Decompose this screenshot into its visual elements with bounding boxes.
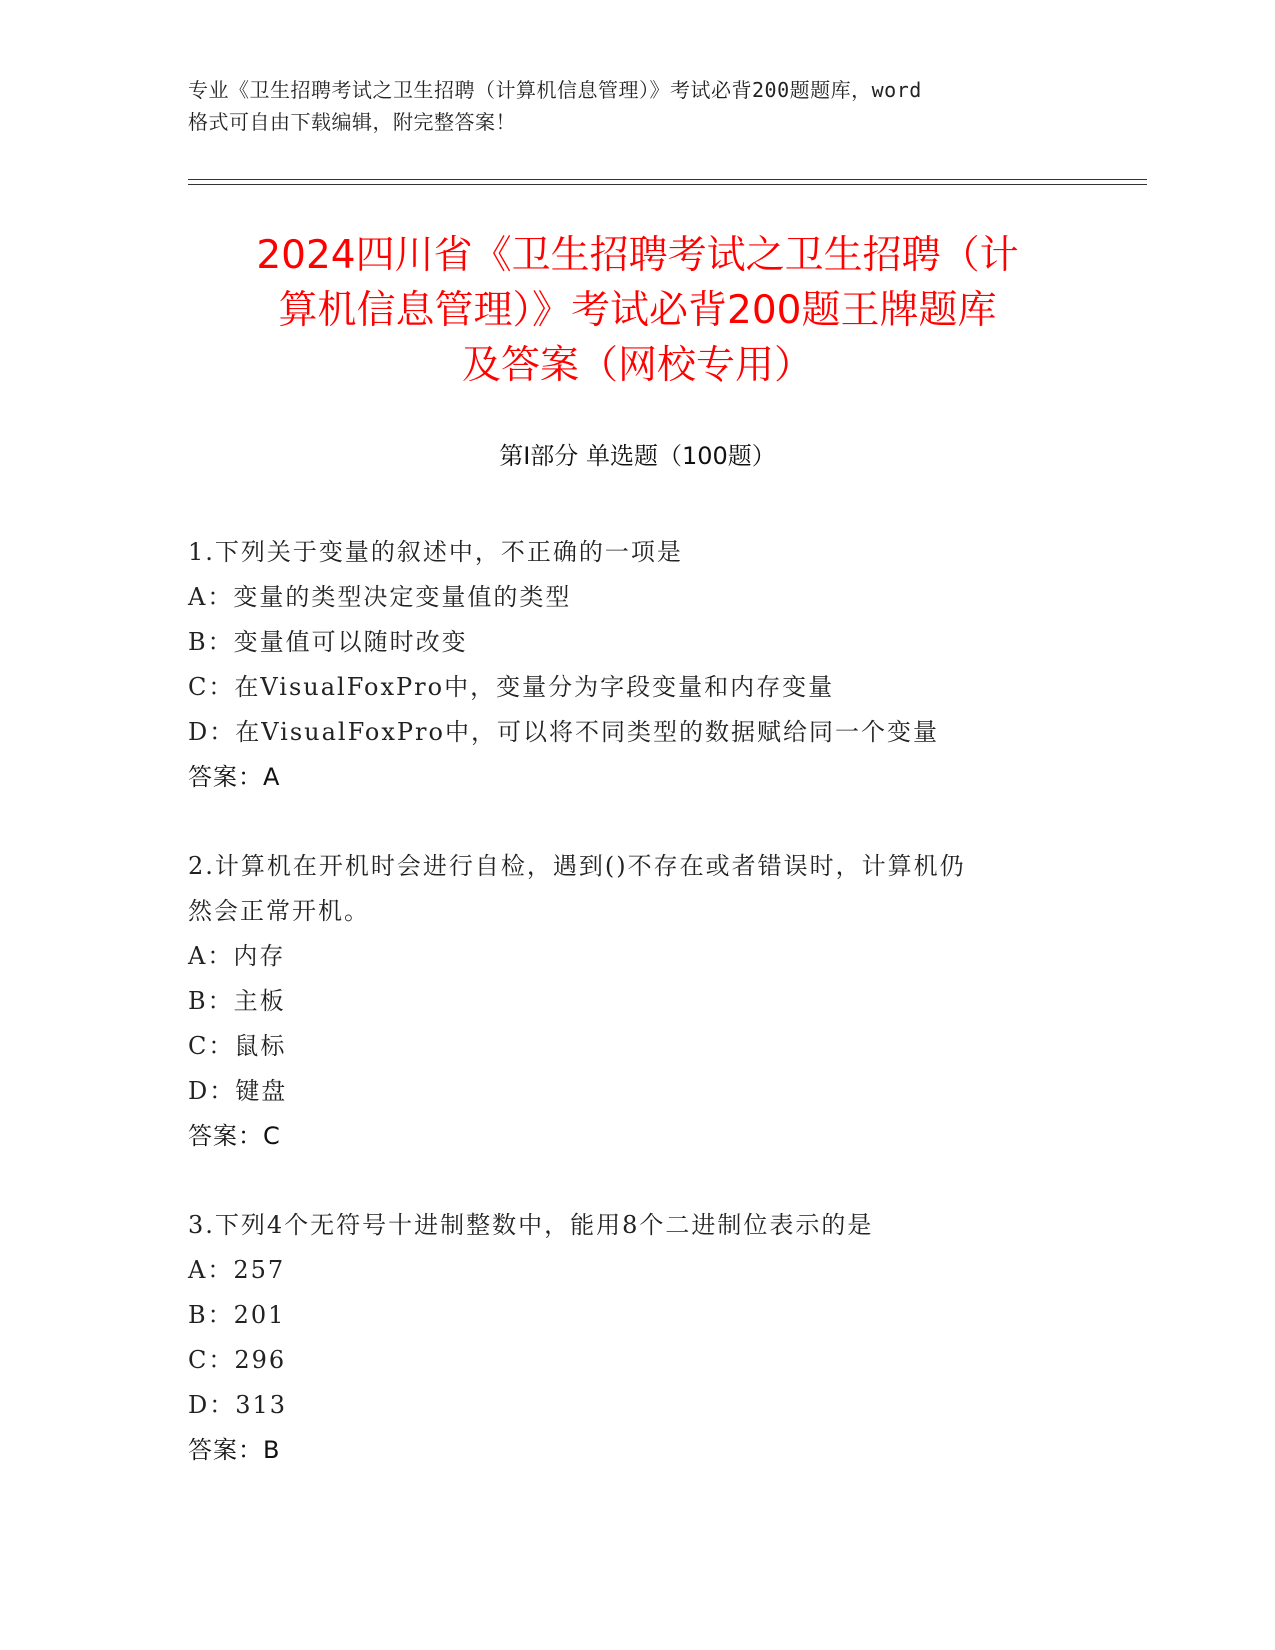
section-heading: 第Ⅰ部分 单选题（100题） <box>499 442 776 470</box>
document-title <box>180 228 1095 393</box>
answer: 答案：C <box>188 1122 281 1150</box>
option-d: D：在VisualFoxPro中，可以将不同类型的数据赋给同一个变量 <box>188 718 939 746</box>
option-a: A：变量的类型决定变量值的类型 <box>188 583 572 611</box>
question-stem: 1.下列关于变量的叙述中，不正确的一项是 <box>188 538 683 566</box>
question-3 <box>188 1203 1088 1473</box>
option-a: A：内存 <box>188 942 286 970</box>
document-header <box>188 74 1088 138</box>
question-stem: 3.下列4个无符号十进制整数中，能用8个二进制位表示的是 <box>188 1211 874 1239</box>
title-line-2: 算机信息管理）》考试必背200题王牌题库 <box>278 288 997 333</box>
question-list <box>188 530 1088 1517</box>
option-c: C：在VisualFoxPro中，变量分为字段变量和内存变量 <box>188 673 835 701</box>
question-stem: 2.计算机在开机时会进行自检，遇到()不存在或者错误时，计算机仍 <box>188 852 966 880</box>
option-a: A：257 <box>188 1256 286 1284</box>
option-d: D：313 <box>188 1391 288 1419</box>
title-line-1: 2024四川省《卫生招聘考试之卫生招聘（计 <box>256 233 1019 278</box>
option-b: B：变量值可以随时改变 <box>188 628 468 656</box>
title-line-3: 及答案（网校专用） <box>461 343 813 388</box>
option-c: C：296 <box>188 1346 287 1374</box>
option-d: D：键盘 <box>188 1077 288 1105</box>
answer: 答案：A <box>188 763 281 791</box>
header-line-2: 格式可自由下载编辑，附完整答案！ <box>188 110 516 134</box>
header-divider-bottom <box>188 184 1147 185</box>
header-divider-top <box>188 179 1147 180</box>
question-1 <box>188 530 1088 800</box>
option-b: B：主板 <box>188 987 286 1015</box>
question-stem-continued: 然会正常开机。 <box>188 897 370 925</box>
option-b: B：201 <box>188 1301 286 1329</box>
header-line-1: 专业《卫生招聘考试之卫生招聘（计算机信息管理）》考试必背200题题库，word <box>188 78 922 102</box>
option-c: C：鼠标 <box>188 1032 287 1060</box>
answer: 答案：B <box>188 1436 281 1464</box>
question-2 <box>188 844 1088 1159</box>
